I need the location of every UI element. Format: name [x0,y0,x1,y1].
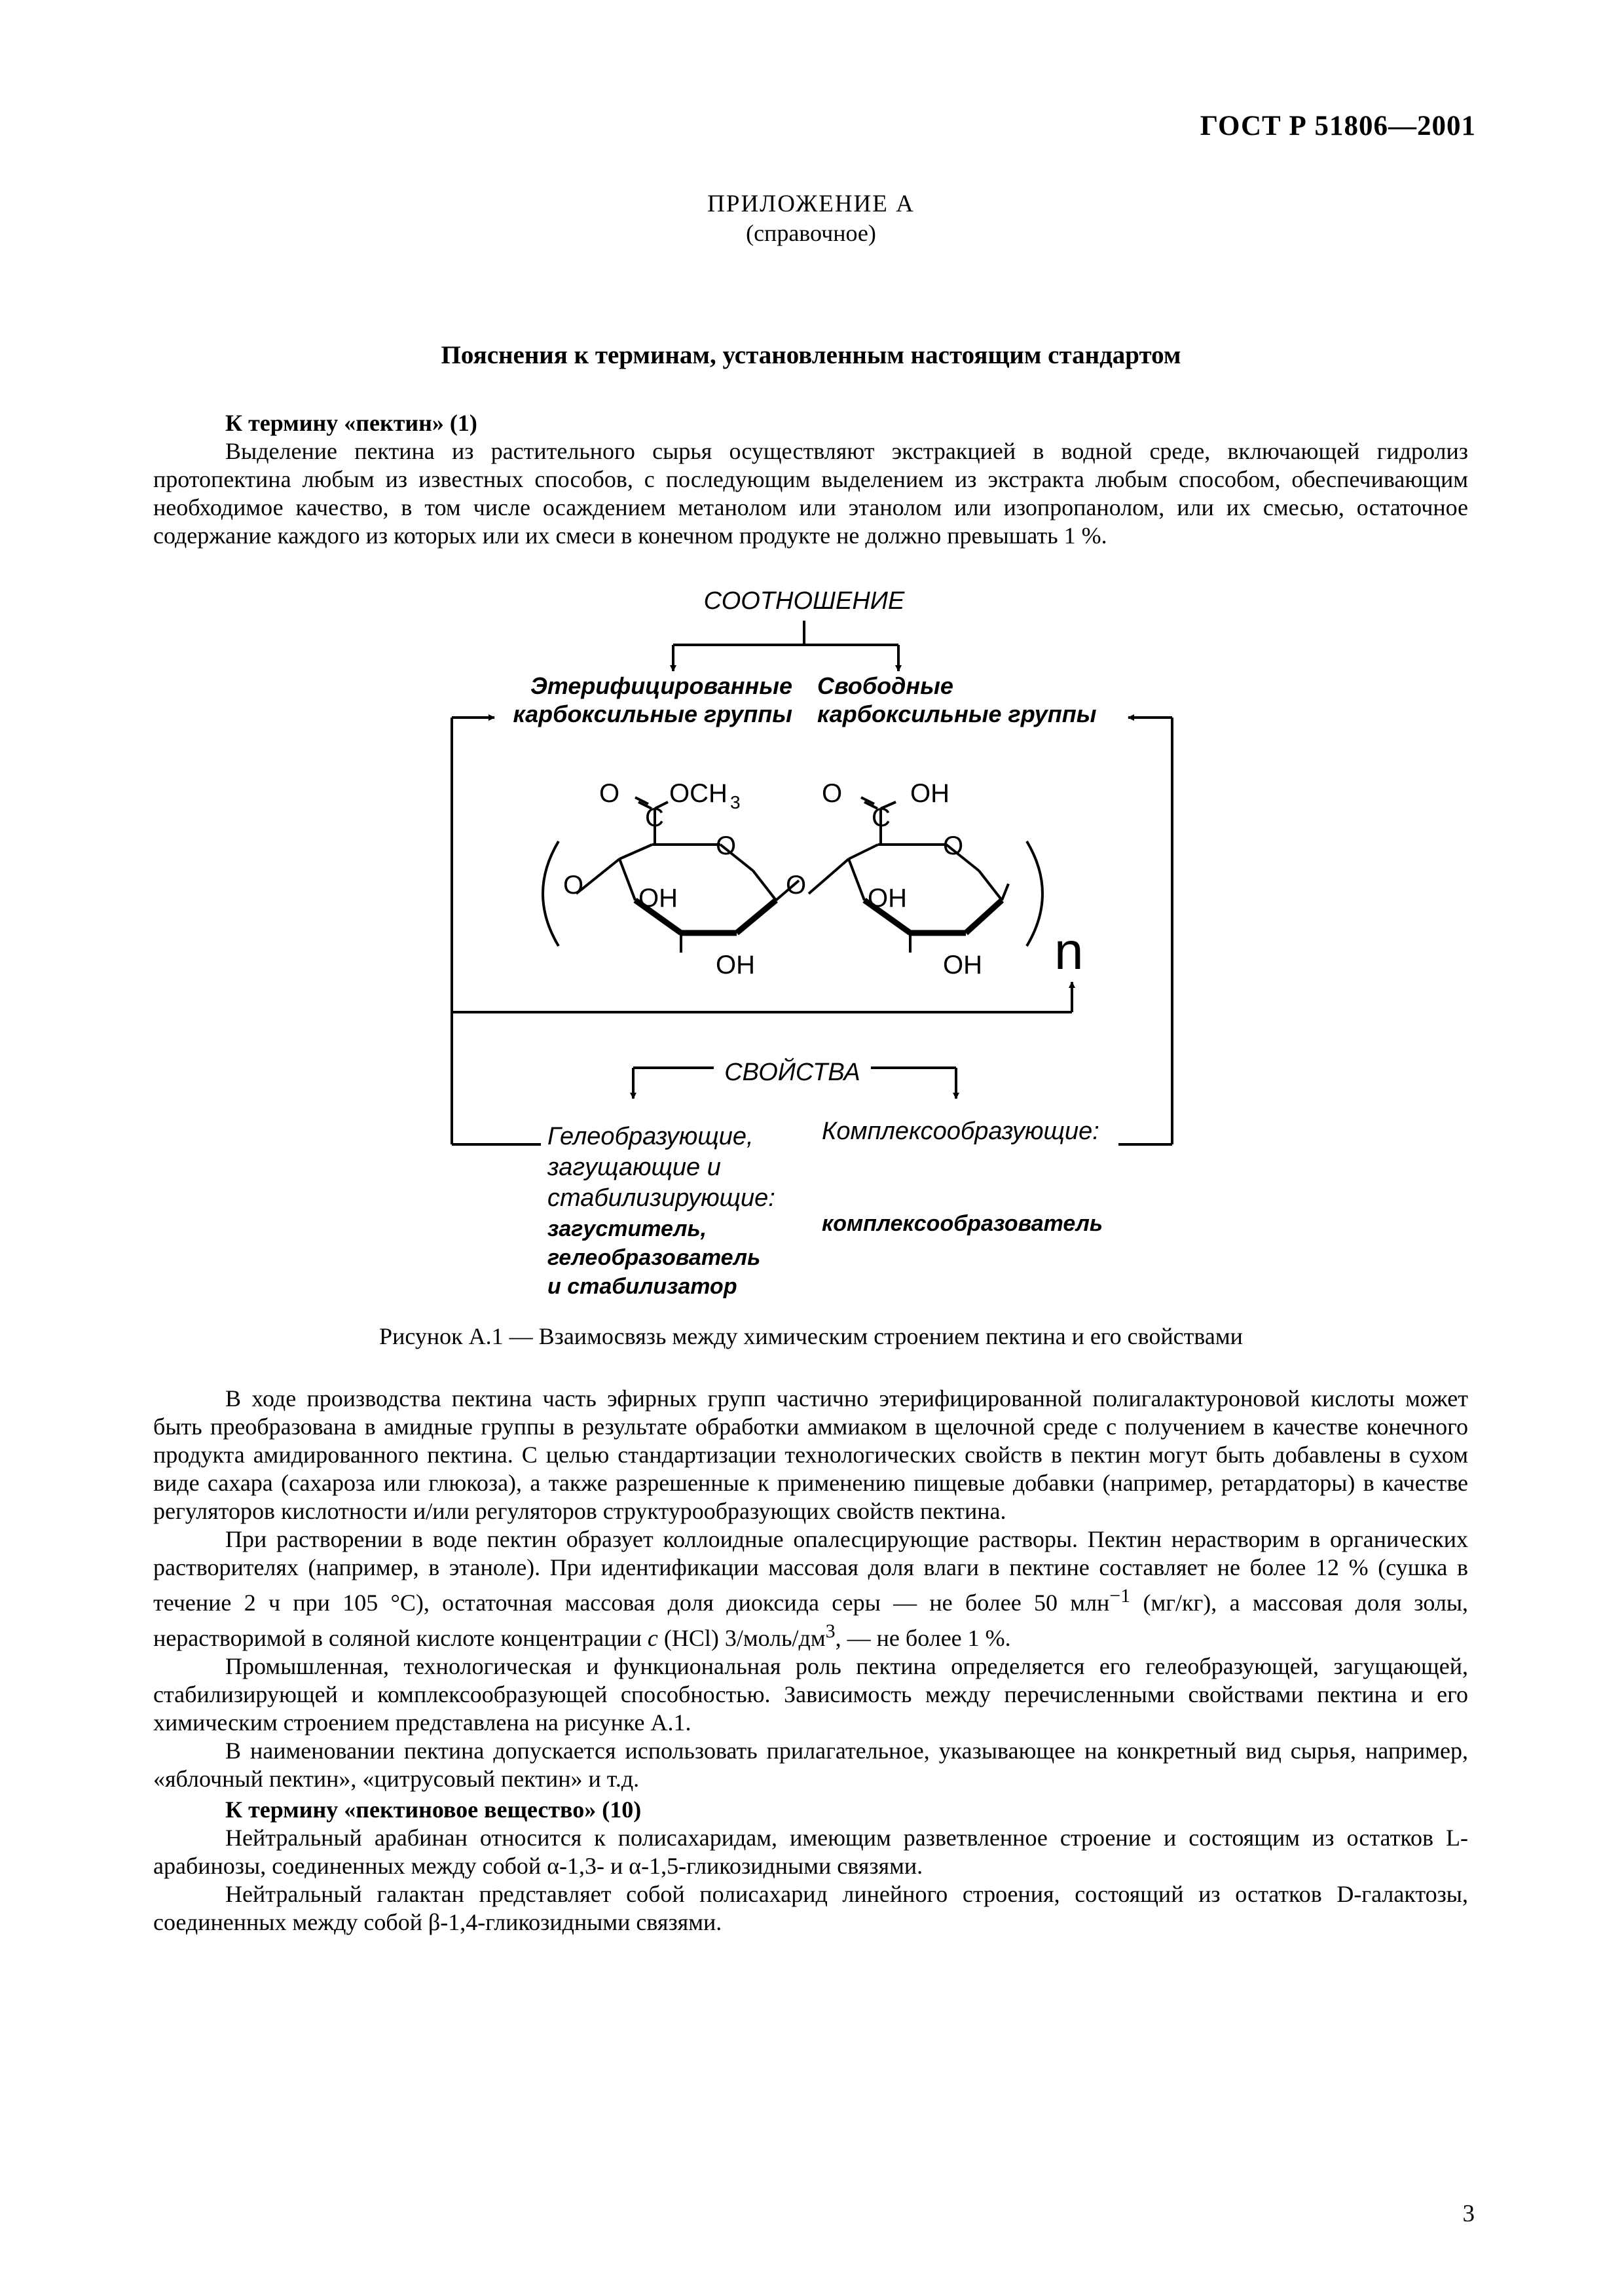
term10-paragraph-2: Нейтральный галактан представляет собой полисахарид линейного строения, состоящий из остатков D-галактозы, соединенных между собой β-1,4-гликозидными связями. [153,1881,1468,1935]
properties-label: СВОЙСТВА [724,1059,860,1086]
bond-line [619,845,652,859]
term10-heading: К термину «пектиновое вещество» (10) [225,1796,642,1823]
link-o-mid: O [786,871,807,900]
och3-label: OCH [669,779,728,808]
appendix-title: ПРИЛОЖЕНИЕ А [707,191,915,217]
body-block [153,1385,1468,1937]
solubility-text-1: При растворении в воде пектин образует коллоидные опалесцирующие растворы. Пектин нерастворим в органических растворителях (например, в этаноле). При идентификации массовая доля влаги в пектине составляет не более 12 % (сушка в течение 2 ч при 105 °С), остаточная массовая доля диоксида серы — не более 50 млн [153,1526,1468,1616]
ring2-oh3: OH [868,884,907,913]
left-prop-line2: загущающие и [547,1154,721,1181]
solubility-sup-2: 3 [825,1620,836,1642]
ring2-oh2: OH [943,951,982,979]
ratio-label: СООТНОШЕНИЕ [703,587,905,615]
left-role-line2: гелеобразователь [547,1245,761,1270]
term1-heading: К термину «пектин» (1) [225,410,477,436]
bond-line [1002,884,1008,900]
left-role-line3: и стабилизатор [547,1274,737,1299]
bond-line [849,859,864,900]
repeat-n-label: n [1054,922,1084,980]
right-prop: Комплексообразующие: [822,1118,1099,1145]
ring-1 [576,797,799,953]
bond-line [849,845,878,859]
bond-line [979,871,1002,900]
left-role-line1: загуститель, [547,1216,707,1241]
page-number: 3 [1462,2200,1475,2227]
solubility-sup-1: −1 [1109,1585,1131,1607]
left-prop-line3: стабилизирующие: [547,1184,775,1212]
paragraph-amidation: В ходе производства пектина часть эфирных групп частично этерифицированной полигалактуроновой кислоты может быть преобразована в амидные группы в результате обработки аммиаком в щелочной среде с получением в качестве конечного продукта амидированного пектина. С целью стандартизации технологических свойств в пектин могут быть добавлены в сухом виде сахара (сахароза или глюкоза), а также разрешенные к применению пищевые добавки (например, ретардаторы) в качестве регуляторов кислотности и/или регуляторов структурообразующих свойств пектина. [153,1385,1468,1524]
ring1-oh2: OH [716,951,755,979]
section-title: Пояснения к терминам, установленным настоящим стандартом [441,341,1181,369]
ester-c-label: C [645,803,664,832]
figure-caption: Рисунок А.1 — Взаимосвязь между химическим строением пектина и его свойствами [379,1323,1243,1349]
right-group-line1: Свободные [817,672,953,699]
left-paren [543,841,559,946]
solubility-text-2: (мг/кг), а массовая доля золы, нерастворимой в соляной кислоте концентрации [153,1590,1469,1651]
acid-c-label: C [872,803,891,832]
ester-o-label: O [599,779,620,808]
och3-subscript: 3 [730,792,741,812]
solubility-c: с [647,1625,658,1651]
acid-o-label: O [822,779,843,808]
bond-line [809,859,849,894]
ring1-oh3: OH [638,884,678,913]
paragraph-role: Промышленная, технологическая и функциональная роль пектина определяется его гелеобразующей, загущающей, стабилизирующей и комплексообразующей способностью. Зависимость между перечисленными свойствами пектина и его химическим строением представлена на рисунке А.1. [153,1653,1468,1736]
term10-paragraph-1: Нейтральный арабинан относится к полисахаридам, имеющим разветвленное строение и состоящим из остатков L-арабинозы, соединенных между собой α-1,3- и α-1,5-гликозидными связями. [153,1825,1468,1879]
right-group-line2: карбоксильные группы [817,701,1097,727]
acid-oh-label: OH [910,779,949,808]
appendix-subtitle: (справочное) [746,220,876,246]
ring1-o-label: O [716,831,737,860]
paragraph-solubility [153,1525,1468,1652]
right-paren [1027,841,1042,946]
term1-paragraph: Выделение пектина из растительного сырья осуществляют экстракцией в водной среде, включающей гидролиз протопектина любым из известных способов, с последующим выделением из экстракта любым способом, обеспечивающим необходимое качество, в том числе осаждением метанолом или этанолом или изопропанолом, или их смесью, остаточное содержание каждого из которых или их смеси в конечном продукте не должно превышать 1 %. [153,438,1468,549]
solubility-text-3: (НСl) 3/моль/дм [657,1625,826,1651]
bond-line [753,871,776,900]
bond-line [737,900,776,933]
left-group-line1: Этерифицированные [530,672,792,699]
paragraph-naming: В наименовании пектина допускается использовать прилагательное, указывающее на конкретный вид сырья, например, «яблочный пектин», «цитрусовый пектин» и т.д. [153,1738,1468,1792]
left-group-line2: карбоксильные группы [513,701,792,727]
left-prop-line1: Гелеобразующие, [547,1123,754,1150]
ring2-o-label: O [943,831,964,860]
right-role: комплексообразователь [822,1211,1103,1236]
bond-line [619,859,635,900]
document-number: ГОСТ Р 51806—2001 [1200,111,1476,141]
bond-line [966,900,1002,933]
solubility-text-4: , — не более 1 %. [835,1625,1011,1651]
ring-2 [809,797,1008,953]
link-o-left: O [563,871,584,900]
